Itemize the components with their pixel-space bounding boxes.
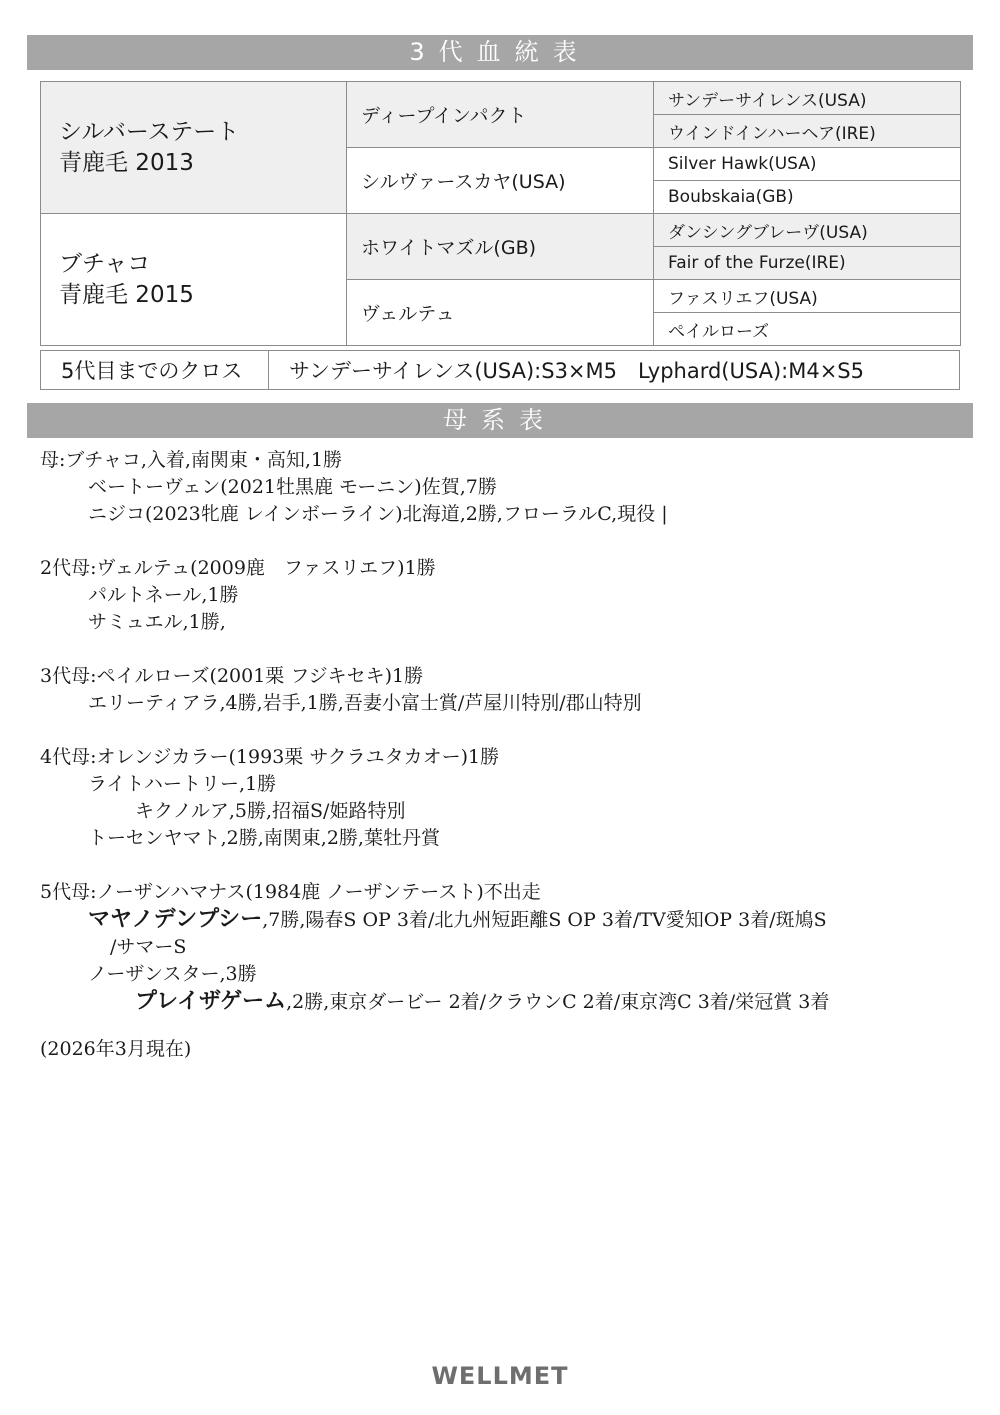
- notable-horse-name: マヤノデンプシー: [88, 907, 263, 932]
- sire-dam-dam: Boubskaia(GB): [654, 181, 961, 214]
- offspring-line: エリーティアラ,4勝,岩手,1勝,吾妻小富士賞/芦屋川特別/郡山特別: [88, 692, 642, 714]
- offspring-line-continued: /サマーS: [110, 936, 187, 958]
- sire-sire-sire: サンデーサイレンス(USA): [654, 82, 961, 115]
- fifth-dam-line: 5代母:ノーザンハマナス(1984鹿 ノーザンテースト)不出走: [40, 881, 541, 903]
- grand-offspring-line: [40, 988, 970, 1016]
- offspring-line: トーセンヤマト,2勝,南関東,2勝,葉牡丹賞: [88, 827, 440, 849]
- dam-sire: ホワイトマズル(GB): [347, 214, 654, 280]
- family-header: 母系表: [27, 403, 973, 438]
- offspring-line: ニジコ(2023牝鹿 レインボーライン)北海道,2勝,フローラルC,現役 |: [88, 503, 668, 525]
- offspring-line: パルトネール,1勝: [88, 584, 239, 606]
- cross-label: 5代目までのクロス: [41, 351, 269, 390]
- offspring-line: ライトハートリー,1勝: [88, 773, 277, 795]
- second-dam-line: 2代母:ヴェルテュ(2009鹿 ファスリエフ)1勝: [40, 557, 436, 579]
- sire-info: 青鹿毛 2013: [59, 149, 194, 176]
- dam-dam: ヴェルテュ: [347, 280, 654, 346]
- sire-sire-dam: ウインドインハーヘア(IRE): [654, 115, 961, 148]
- as-of-date: (2026年3月現在): [40, 1038, 192, 1060]
- cross-value: サンデーサイレンス(USA):S3×M5 Lyphard(USA):M4×S5: [269, 351, 960, 390]
- notable-horse-name: プレイザゲーム: [135, 989, 287, 1014]
- dam-info: 青鹿毛 2015: [59, 281, 194, 308]
- dam-dam-dam: ペイルローズ: [654, 313, 961, 346]
- pedigree-header: 3代血統表: [27, 35, 973, 70]
- sire-dam-sire: Silver Hawk(USA): [654, 148, 961, 181]
- sire-dam: シルヴァースカヤ(USA): [347, 148, 654, 214]
- offspring-line: ノーザンスター,3勝: [88, 963, 257, 985]
- fourth-dam-line: 4代母:オレンジカラー(1993栗 サクラユタカオー)1勝: [40, 746, 500, 768]
- dam-cell: [41, 214, 347, 346]
- offspring-line: ベートーヴェン(2021牡黒鹿 モーニン)佐賀,7勝: [88, 476, 497, 498]
- notable-horse-record: ,2勝,東京ダービー 2着/クラウンC 2着/東京湾C 3着/栄冠賞 3着: [286, 991, 830, 1013]
- dam-sire-dam: Fair of the Furze(IRE): [654, 247, 961, 280]
- dam-dam-sire: ファスリエフ(USA): [654, 280, 961, 313]
- dam-name: ブチャコ: [59, 250, 151, 277]
- pedigree-table: [40, 81, 961, 346]
- offspring-line: [40, 906, 970, 934]
- dam-line: 母:ブチャコ,入着,南関東・高知,1勝: [40, 449, 343, 471]
- grand-offspring-line: キクノルア,5勝,招福S/姫路特別: [135, 800, 406, 822]
- dam-sire-sire: ダンシングブレーヴ(USA): [654, 214, 961, 247]
- cross-table: [40, 350, 960, 390]
- family-section: [40, 447, 970, 1063]
- wellmet-logo: WELLMET: [431, 1362, 569, 1390]
- sire-name: シルバーステート: [59, 118, 240, 145]
- sire-sire: ディープインパクト: [347, 82, 654, 148]
- offspring-line: サミュエル,1勝,: [88, 611, 226, 633]
- sire-cell: [41, 82, 347, 214]
- third-dam-line: 3代母:ペイルローズ(2001栗 フジキセキ)1勝: [40, 665, 424, 687]
- notable-horse-record: ,7勝,陽春S OP 3着/北九州短距離S OP 3着/TV愛知OP 3着/斑鳩S: [262, 909, 827, 931]
